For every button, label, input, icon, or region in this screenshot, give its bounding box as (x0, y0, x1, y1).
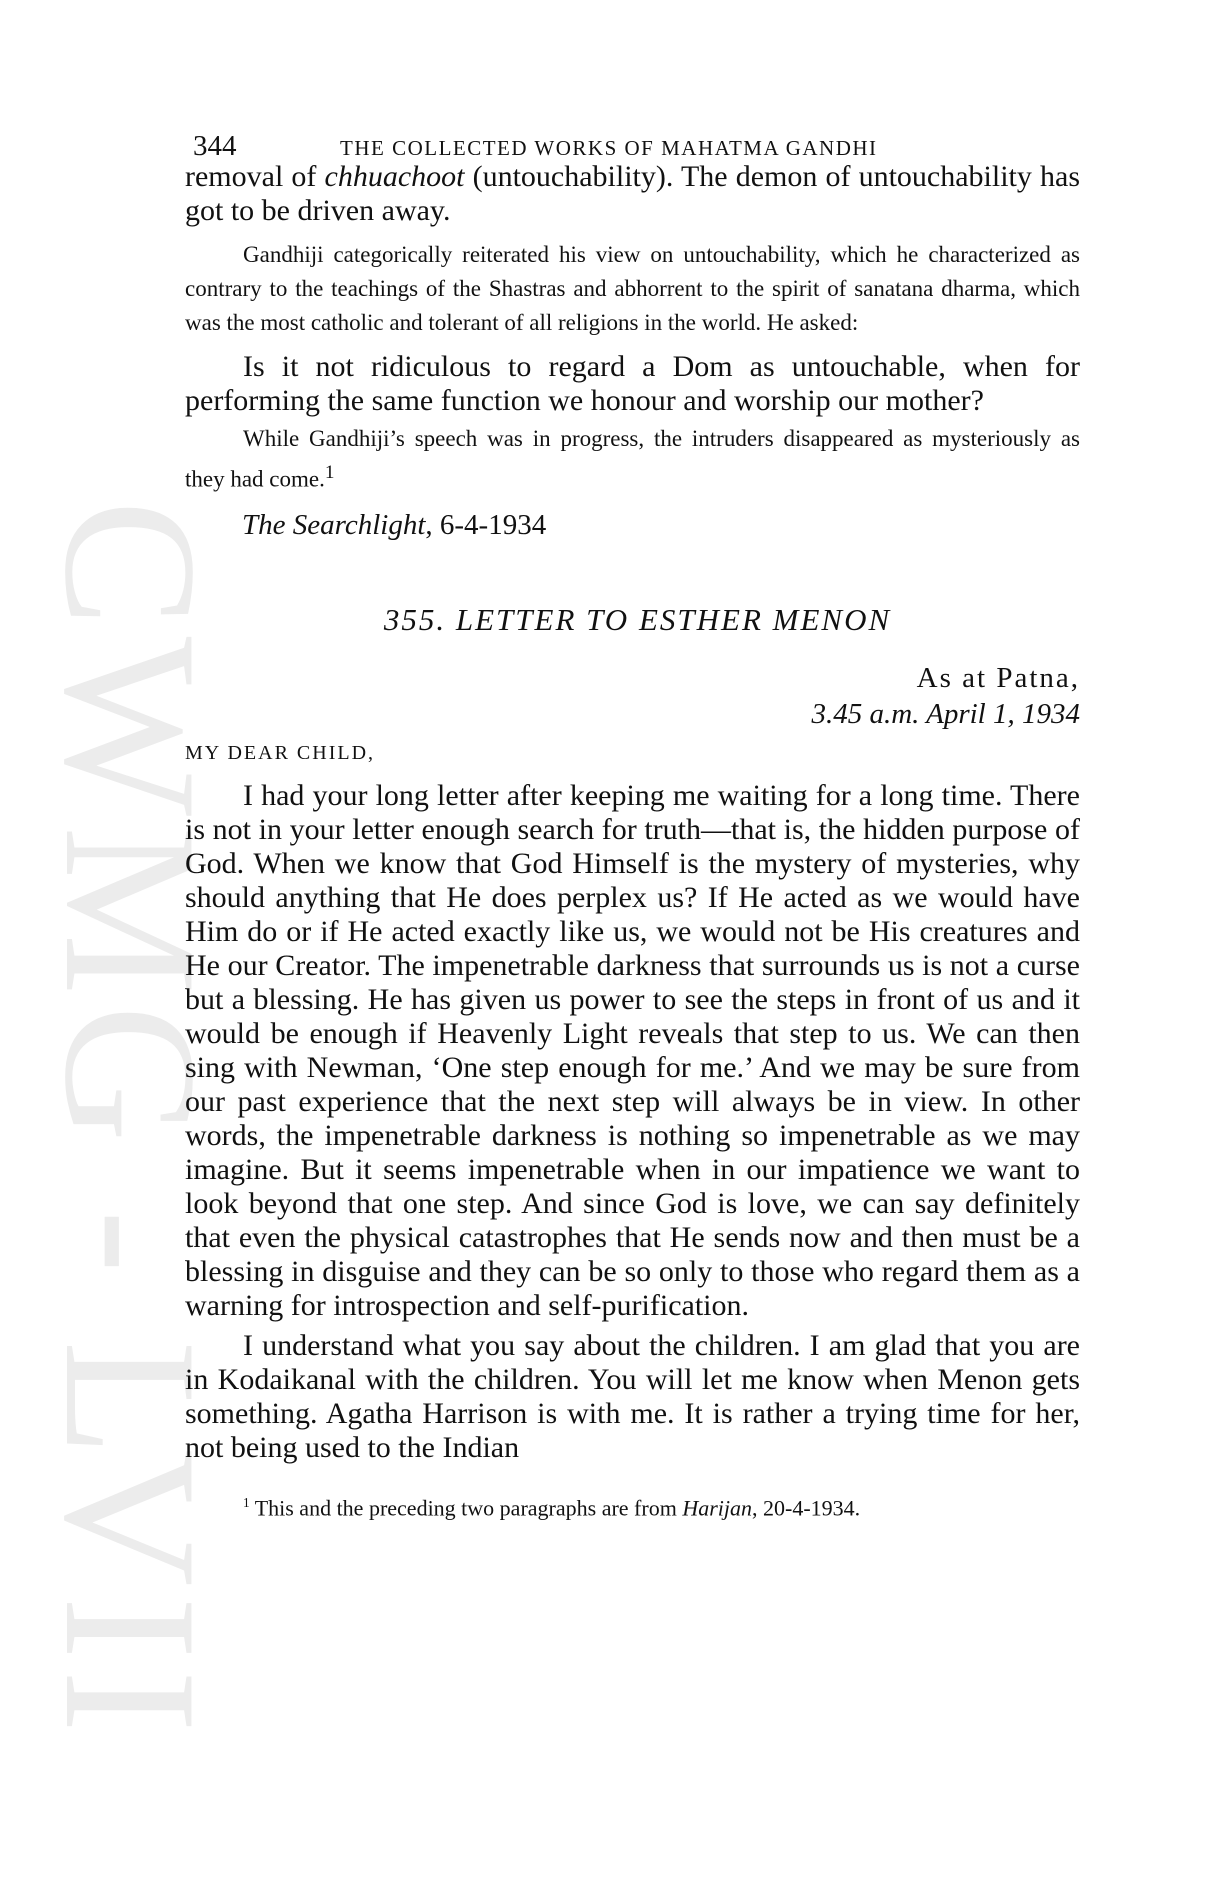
letter-salutation: MY DEAR CHILD, (185, 741, 376, 764)
continuation-text-before: removal of (185, 160, 325, 193)
quote-text: Is it not ridiculous to regard a Dom as untouchable, when for performing the same function we honour and worship our mother? (185, 350, 1080, 417)
letter-paragraph: I had your long letter after keeping me waiting for a long time. There is not in your letter enough search for truth—that is, the hidden purpose of God. When we know that God Himself is the mystery of mysteries, why should anything that He does perplex us? If He acted as we would have Him do or if He acted exactly like us, we would not be His creatures and He our Creator. The impenetrable darkness that surrounds us is not a curse but a blessing. He has given us power to see the steps in front of us and it would be enough if Heavenly Light reveals that step to us. We can then sing with Newman, ‘One step enough for me.’ And we may be sure from our past experience that the next step will always be in view. In other words, the impenetrable darkness is nothing so impenetrable as we may imagine. But it seems impenetrable when in our impatience we want to look beyond that one step. And since God is love, we can say definitely that even the physical catastrophes that He sends now and then must be a blessing in disguise and they can be so only to those who regard them as a warning for introspection and self-purification. (185, 778, 1080, 1322)
report-paragraph: Gandhiji categorically reiterated his view on untouchability, which he characterized as contrary to the teachings of the Shastras and abhorrent to the spirit of sanatana dharma, which was the most catholic and tolerant of all religions in the world. He asked: (185, 242, 1080, 335)
footnote-marker: 1 (243, 1494, 250, 1510)
letter-paragraph: I understand what you say about the children. I am glad that you are in Kodaikanal with the children. You will let me know when Menon gets something. Agatha Harrison is with me. It is rather a trying time for her, not being used to the Indian (185, 1328, 1080, 1464)
page-number: 344 (193, 130, 237, 162)
source-citation (185, 509, 1080, 542)
closing-paragraph (185, 422, 1080, 497)
running-head (185, 120, 1080, 160)
source-date: , 6-4-1934 (425, 508, 547, 541)
continuation-text-after: (untouchability). The demon of untouchability has got to be driven away. (185, 160, 1080, 227)
letter-place: As at Patna, (916, 661, 1080, 694)
footnote-italic-source: Harijan (682, 1494, 752, 1520)
footnote-text-before: This and the preceding two paragraphs are from (249, 1494, 683, 1520)
running-title: THE COLLECTED WORKS OF MAHATMA GANDHI (340, 136, 878, 160)
letter-address (185, 660, 1080, 732)
footnote-text-after: , 20-4-1934. (752, 1494, 861, 1520)
letter-date: 3.45 a.m. April 1, 1934 (811, 697, 1080, 730)
footnote-reference: 1 (324, 462, 335, 483)
closing-paragraph-text: While Gandhiji’s speech was in progress, the intruders disappeared as mysteriously as they had come. (185, 426, 1080, 492)
continuation-italic-term: chhuachoot (324, 160, 465, 193)
source-journal: The Searchlight (242, 508, 426, 541)
letter-title: 355. LETTER TO ESTHER MENON (383, 601, 892, 637)
continuation-paragraph (185, 160, 1080, 228)
letter-body (185, 779, 1080, 1465)
page (185, 120, 1080, 1521)
footnote (185, 1495, 1080, 1521)
watermark: CWMG - LVII (25, 500, 235, 1743)
quote-paragraph (185, 350, 1080, 418)
